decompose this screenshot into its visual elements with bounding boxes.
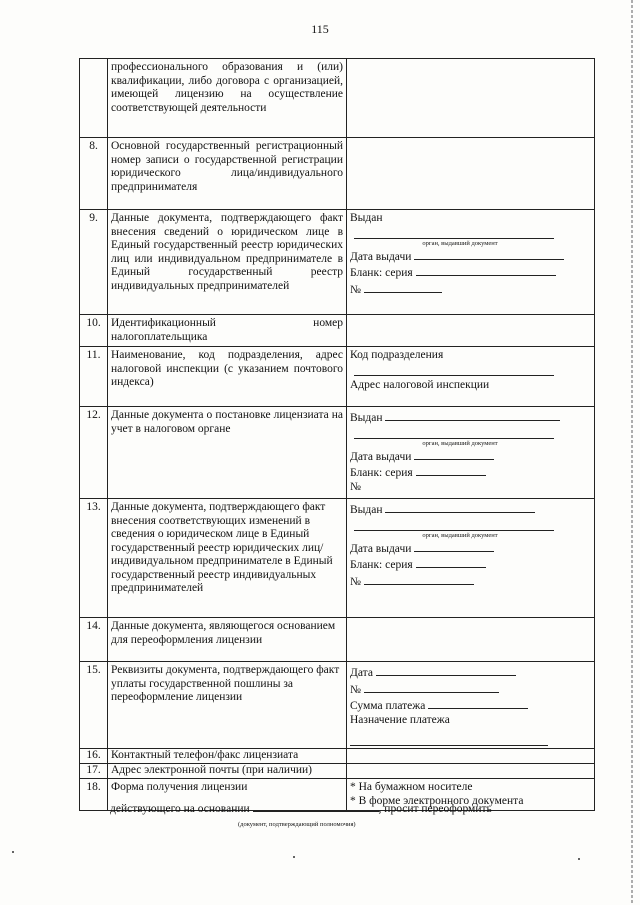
tax-address-label: Адрес налоговой инспекции xyxy=(350,378,490,391)
table-row xyxy=(80,407,595,499)
payment-date-label: Дата xyxy=(350,667,373,679)
issued-by-note: орган, выдавший документ xyxy=(422,531,498,539)
row-number: 11. xyxy=(80,347,108,407)
table-row xyxy=(80,618,595,662)
row-number: 12. xyxy=(80,407,108,499)
row-label: Данные документа, являющегося основанием для переоформления лицензии xyxy=(108,618,347,662)
issued-label: Выдан xyxy=(350,412,383,424)
table-row xyxy=(80,764,595,779)
scan-speck xyxy=(293,856,295,858)
row-label: Адрес электронной почты (при наличии) xyxy=(108,764,347,779)
subdivision-code-field[interactable] xyxy=(354,363,554,376)
inn-field[interactable] xyxy=(347,315,595,347)
issued-by-note: орган, выдавший документ xyxy=(422,239,498,247)
doc-number-label: № xyxy=(350,283,361,296)
row-number: 14. xyxy=(80,618,108,662)
payment-number-label: № xyxy=(350,683,361,696)
issue-date-label: Дата выдачи xyxy=(350,542,412,555)
row-number: 8. xyxy=(80,138,108,210)
issue-date-label: Дата выдачи xyxy=(350,250,412,263)
issued-by-note: орган, выдавший документ xyxy=(422,439,498,447)
payment-purpose-field[interactable] xyxy=(350,733,548,746)
issued-by-field-2[interactable] xyxy=(354,426,554,439)
row-label: Наименование, код подразделения, адрес налоговой инспекции (с указанием почтового индекса) xyxy=(108,347,347,407)
row-label: профессионального образования и (или) квалификации, либо договора с организацией, имеющей лицензию на осуществление соответствующей деятельности xyxy=(108,59,347,138)
row-label: Контактный телефон/факс лицензиата xyxy=(108,749,347,764)
row-label: Данные документа, подтверждающего факт внесения сведений о юридическом лице в Единый государственный реестр юридических лиц или индивидуальном предпринимателе в Единый государственный реестр индивидуальных предпринимателей xyxy=(108,210,347,315)
payment-purpose-label: Назначение платежа xyxy=(350,713,450,726)
table-row xyxy=(80,499,595,618)
issued-label: Выдан xyxy=(350,212,383,224)
form-series-label: Бланк: серия xyxy=(350,559,413,571)
row-number: 15. xyxy=(80,662,108,749)
registry-document-fields xyxy=(347,210,595,315)
option-paper[interactable]: * На бумажном носителе xyxy=(350,781,473,793)
table-row xyxy=(80,315,595,347)
doc-number-label: № xyxy=(350,480,361,493)
row-label: Реквизиты документа, подтверждающего факт уплаты государственной пошлины за переоформление лицензии xyxy=(108,662,347,749)
form-series-field[interactable] xyxy=(416,556,486,568)
authority-statement xyxy=(110,800,492,815)
row-number: 17. xyxy=(80,764,108,779)
row-number: 10. xyxy=(80,315,108,347)
issue-date-field[interactable] xyxy=(414,540,494,552)
table-row xyxy=(80,662,595,749)
basis-document-field[interactable] xyxy=(347,618,595,662)
table-row xyxy=(80,749,595,764)
row-number: 13. xyxy=(80,499,108,618)
row-label: Основной государственный регистрационный номер записи о государственной регистрации юридического лица/индивидуального предпринимателя xyxy=(108,138,347,210)
scan-speck xyxy=(12,851,14,853)
row-label: Форма получения лицензии xyxy=(108,779,347,811)
page-number: 115 xyxy=(311,22,329,36)
issue-date-field[interactable] xyxy=(414,448,494,460)
subdivision-code-label: Код подразделения xyxy=(350,349,444,361)
payment-number-field[interactable] xyxy=(364,681,499,693)
doc-number-label: № xyxy=(350,575,361,588)
authority-text-before: действующего на основании xyxy=(110,803,250,815)
ogrn-field[interactable] xyxy=(347,138,595,210)
scan-edge xyxy=(631,0,633,905)
row-number: 9. xyxy=(80,210,108,315)
payment-sum-label: Сумма платежа xyxy=(350,700,426,712)
phone-field[interactable] xyxy=(347,749,595,764)
table-row xyxy=(80,138,595,210)
scan-speck xyxy=(578,858,580,860)
issued-label: Выдан xyxy=(350,504,383,516)
table-row xyxy=(80,59,595,138)
tax-registration-fields xyxy=(347,407,595,499)
table-row xyxy=(80,347,595,407)
authority-note: (документ, подтверждающий полномочия) xyxy=(238,821,356,828)
authority-document-field[interactable] xyxy=(253,800,379,812)
email-field[interactable] xyxy=(347,764,595,779)
issued-by-field-2[interactable] xyxy=(354,518,554,531)
form-series-label: Бланк: серия xyxy=(350,467,413,479)
issued-by-field[interactable] xyxy=(354,226,554,239)
registry-change-fields xyxy=(347,499,595,618)
issued-by-field[interactable] xyxy=(385,409,560,421)
row-number xyxy=(80,59,108,138)
row-label: Идентификационный номер налогоплательщика xyxy=(108,315,347,347)
option-electronic[interactable]: * В форме электронного документа xyxy=(350,794,524,807)
row-label: Данные документа, подтверждающего факт внесения соответствующих изменений в сведения о юридическом лице в Единый государственный реестр юридических лиц/индивидуальном предпринимателе в Единый государственный реестр индивидуальных предпринимателей xyxy=(108,499,347,618)
form-series-label: Бланк: серия xyxy=(350,267,413,279)
row-number: 16. xyxy=(80,749,108,764)
row-number: 18. xyxy=(80,779,108,811)
doc-number-field[interactable] xyxy=(364,573,474,585)
table-row xyxy=(80,210,595,315)
payment-fields xyxy=(347,662,595,749)
issue-date-field[interactable] xyxy=(414,248,564,260)
row-label: Данные документа о постановке лицензиата на учет в налоговом органе xyxy=(108,407,347,499)
tax-inspection-fields xyxy=(347,347,595,407)
row-value-field[interactable] xyxy=(347,59,595,138)
payment-sum-field[interactable] xyxy=(428,697,528,709)
authority-text-after: , просит переоформить xyxy=(378,803,492,815)
payment-date-field[interactable] xyxy=(376,664,516,676)
form-series-field[interactable] xyxy=(416,464,486,476)
application-form-table xyxy=(79,58,595,811)
issued-by-field[interactable] xyxy=(385,501,535,513)
issue-date-label: Дата выдачи xyxy=(350,450,412,463)
form-series-field[interactable] xyxy=(416,264,556,276)
doc-number-field[interactable] xyxy=(364,281,442,293)
